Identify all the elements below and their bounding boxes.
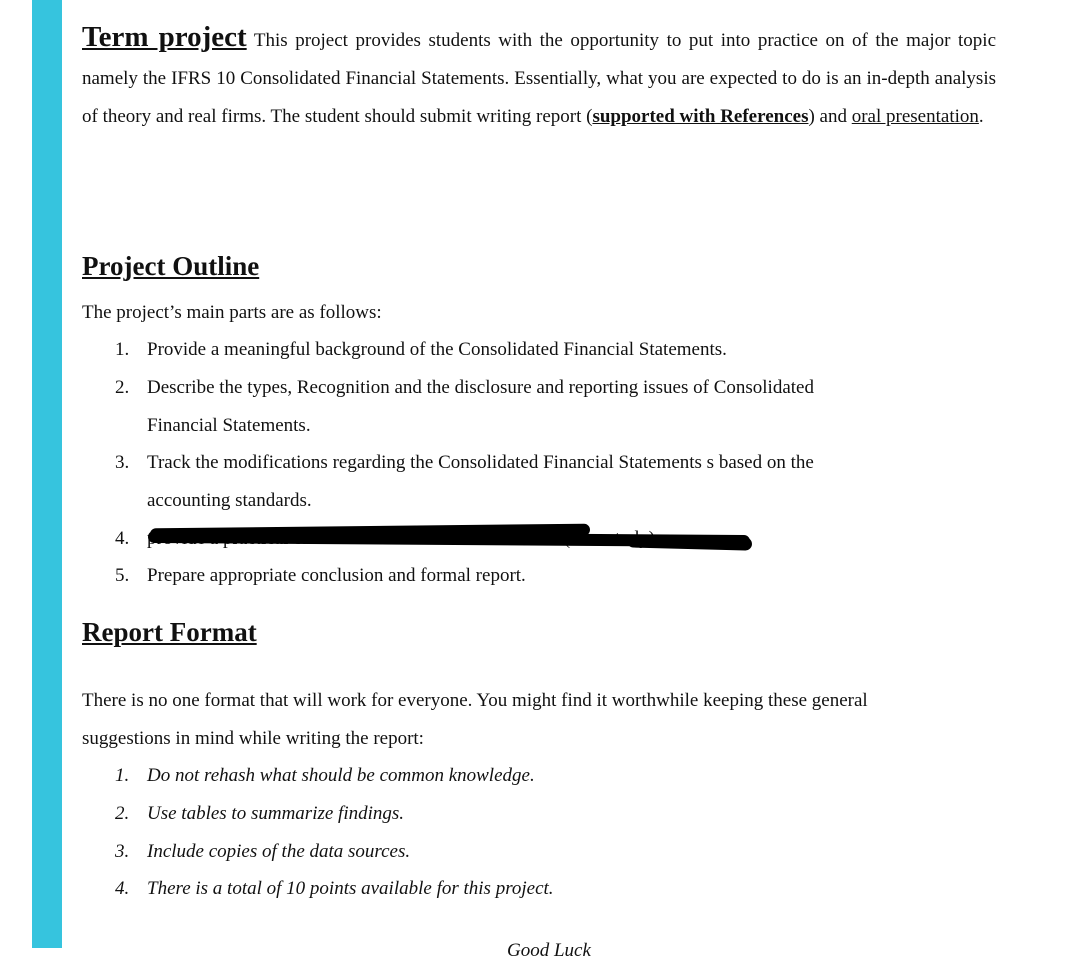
- item-number: 1.: [115, 339, 130, 360]
- report-format-heading: Report Format: [82, 617, 257, 647]
- term-project-title: Term project: [82, 21, 247, 53]
- item-number: 1.: [115, 765, 130, 786]
- item-text: accounting standards.: [147, 490, 312, 511]
- item-number: 3.: [115, 452, 130, 473]
- item-number: 3.: [115, 841, 130, 862]
- item-text: Do not rehash what should be common knowledge.: [147, 765, 535, 786]
- intro-text-middle: ) and: [808, 106, 852, 127]
- outline-heading: Project Outline: [82, 251, 260, 281]
- item-text: Provide a meaningful background of the Consolidated Financial Statements.: [147, 339, 727, 360]
- item-number: 2.: [115, 803, 130, 824]
- item-text: Use tables to summarize findings.: [147, 803, 405, 824]
- report-text-line: There is no one format that will work for everyone. You might find it worthwhile keeping these general: [82, 690, 868, 711]
- item-text: Include copies of the data sources.: [147, 841, 411, 862]
- item-number: 2.: [115, 377, 130, 398]
- page-accent-bar: [32, 0, 62, 948]
- intro-text-end: .: [978, 106, 984, 127]
- item-text: Financial Statements.: [147, 415, 311, 436]
- item-text: Prepare appropriate conclusion and formal report.: [147, 565, 526, 586]
- presentation-link[interactable]: oral presentation: [851, 106, 979, 127]
- item-text: There is a total of 10 points available for this project.: [147, 878, 554, 899]
- item-number: 4.: [115, 878, 130, 899]
- references-link[interactable]: supported with References: [592, 106, 809, 127]
- intro-paragraph: [82, 18, 996, 136]
- intro-text: This project provides students with the opportunity to put into practice on of the major topic namely the IFRS 10 Consolidated Financial Statements. Essentially, what you are expected to do is an in-depth analysis of theory and real firms. The student should submit writing report (: [82, 30, 996, 127]
- item-number: 5.: [115, 565, 130, 586]
- outline-lead: The project’s main parts are as follows:: [82, 302, 382, 323]
- report-text-line: suggestions in mind while writing the report:: [82, 728, 424, 749]
- item-number: 4.: [115, 528, 130, 549]
- item-text: Describe the types, Recognition and the disclosure and reporting issues of Consolidated: [147, 377, 814, 398]
- item-text: Track the modifications regarding the Consolidated Financial Statements s based on the: [147, 452, 814, 473]
- closing-text: Good Luck: [507, 940, 591, 961]
